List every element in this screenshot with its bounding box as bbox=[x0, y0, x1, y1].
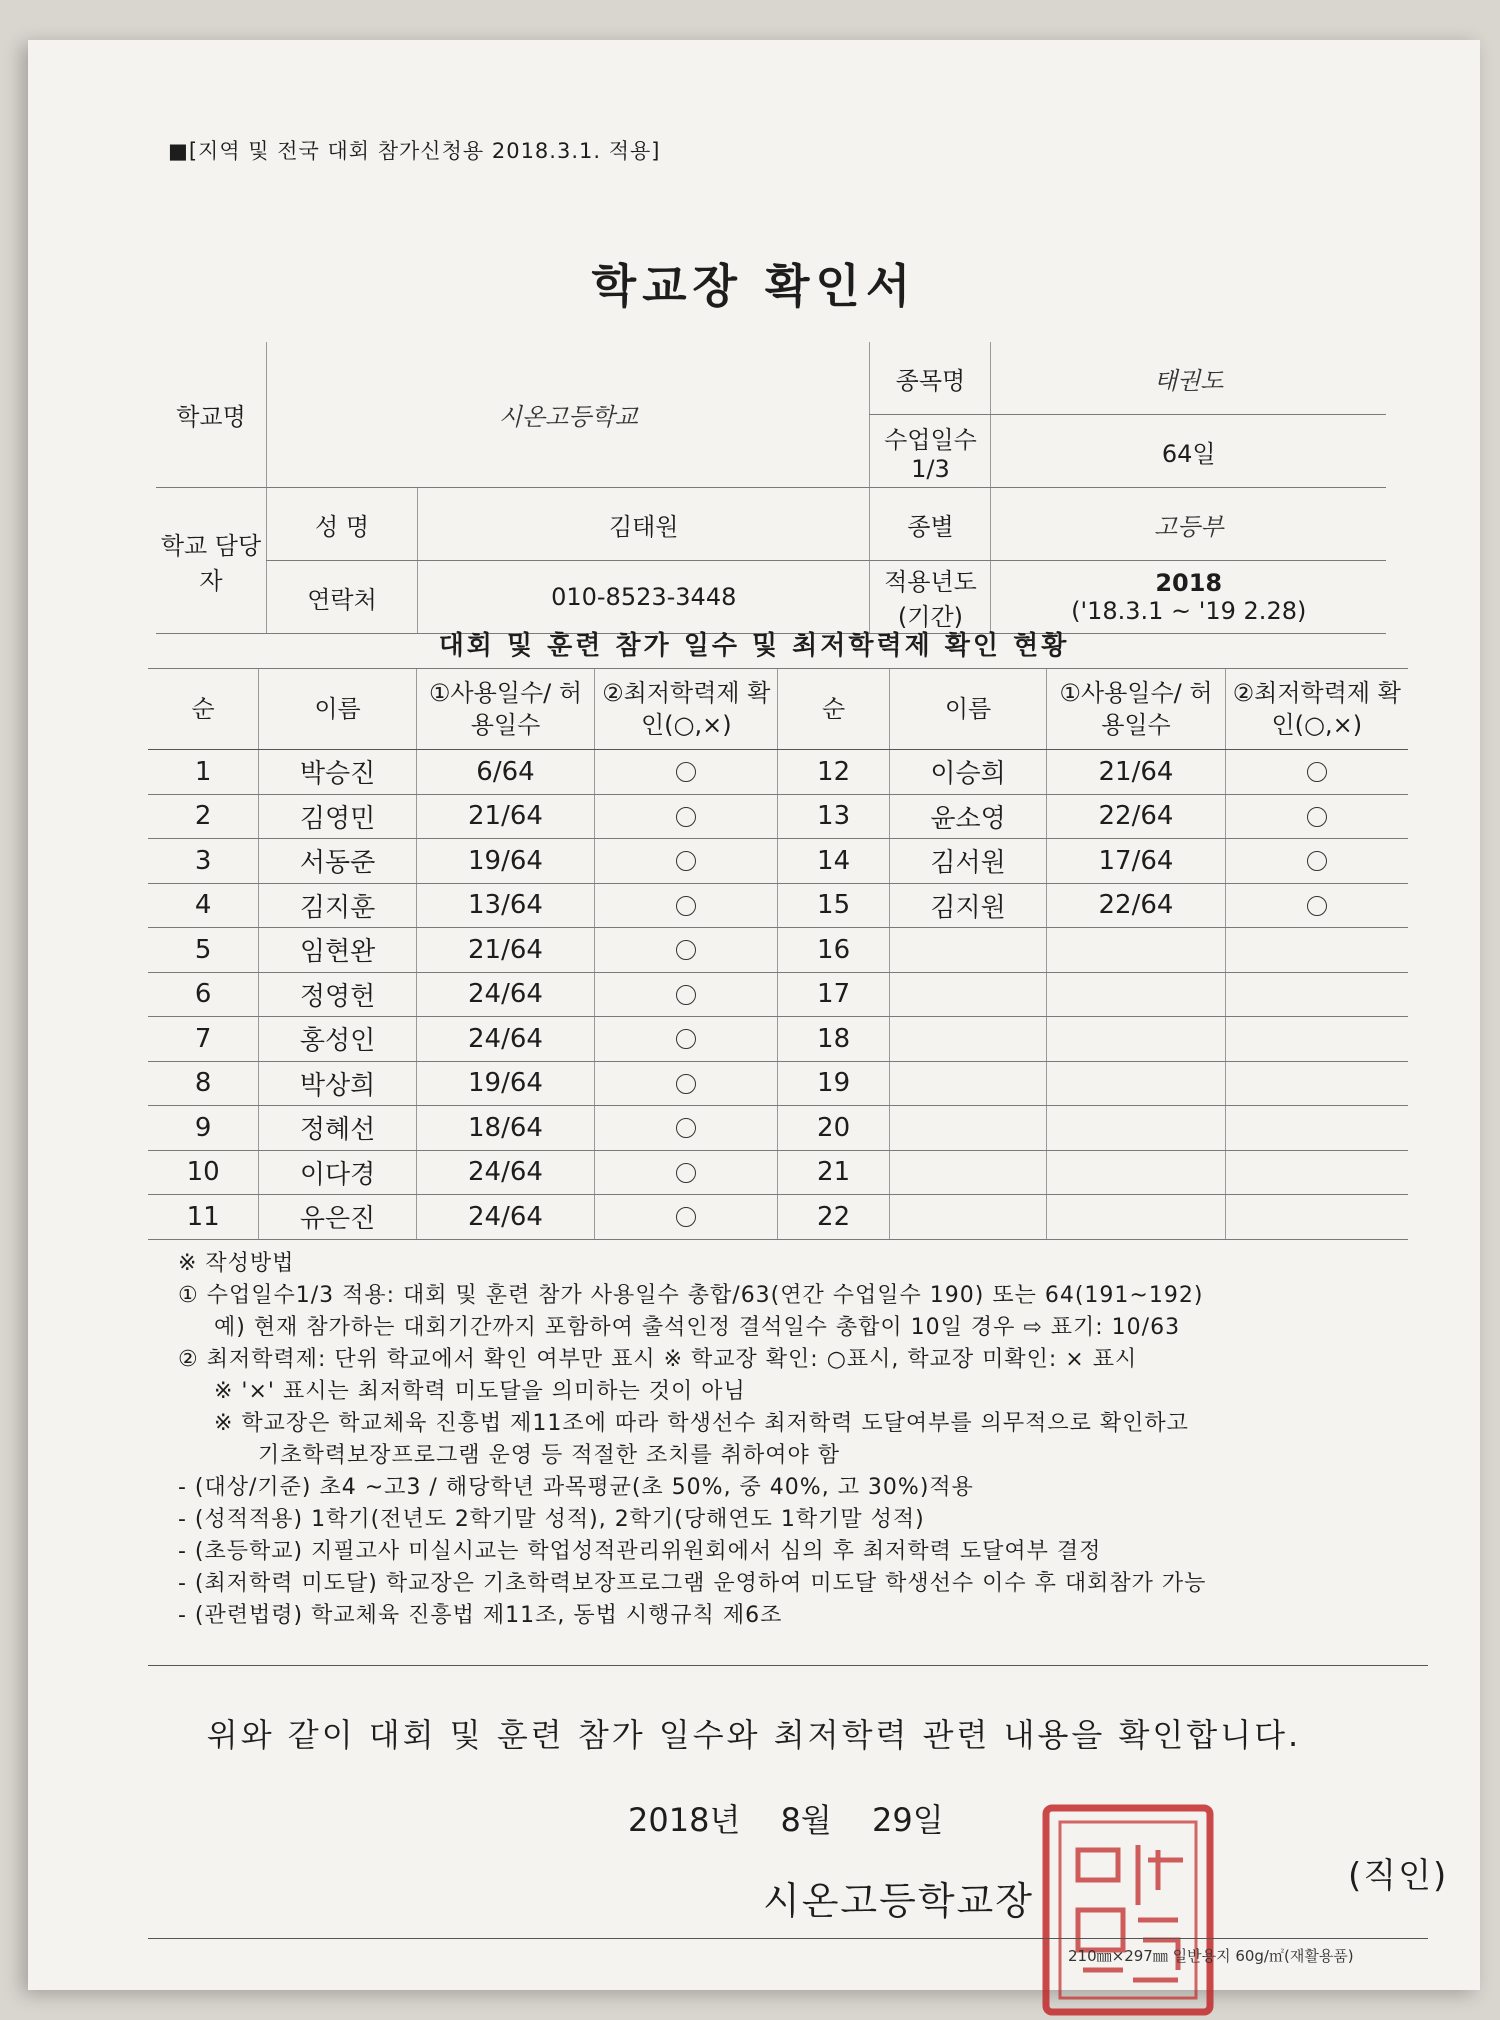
cell-no: 18 bbox=[778, 1017, 889, 1062]
table-row bbox=[148, 972, 1408, 1017]
cell-name bbox=[889, 928, 1047, 973]
header-note: ■[지역 및 전국 대회 참가신청용 2018.3.1. 적용] bbox=[168, 139, 661, 163]
cell-no: 7 bbox=[148, 1017, 259, 1062]
cell-days: 22/64 bbox=[1047, 794, 1225, 839]
cell-no: 15 bbox=[778, 883, 889, 928]
circle-check-icon bbox=[676, 1074, 696, 1094]
official-seal-icon bbox=[1038, 1800, 1218, 2020]
circle-check-icon bbox=[1307, 851, 1327, 871]
cell-no: 5 bbox=[148, 928, 259, 973]
cell-no: 11 bbox=[148, 1195, 259, 1240]
date-year: 2018년 bbox=[628, 1801, 741, 1839]
cell-name bbox=[889, 1017, 1047, 1062]
instructions bbox=[178, 1248, 1448, 1632]
cell-check bbox=[595, 1195, 778, 1240]
note-line: 기초학력보장프로그램 운영 등 적절한 조치를 취하여야 함 bbox=[258, 1443, 841, 1468]
footer-line bbox=[148, 1938, 1428, 1939]
header-no: 순 bbox=[778, 669, 889, 750]
cell-no: 14 bbox=[778, 839, 889, 884]
circle-check-icon bbox=[676, 762, 696, 782]
event-label: 종목명 bbox=[870, 342, 991, 415]
table-row bbox=[148, 839, 1408, 884]
note-heading: ※ 작성방법 bbox=[178, 1251, 295, 1276]
cell-check bbox=[1225, 883, 1408, 928]
year-value-cell bbox=[991, 561, 1386, 634]
cell-check bbox=[1225, 928, 1408, 973]
table-row bbox=[148, 1061, 1408, 1106]
year-value: 2018 bbox=[1155, 569, 1223, 597]
cell-no: 21 bbox=[778, 1150, 889, 1195]
cell-no: 8 bbox=[148, 1061, 259, 1106]
contact-label: 연락처 bbox=[267, 561, 418, 634]
circle-check-icon bbox=[1307, 807, 1327, 827]
cell-name: 김영민 bbox=[259, 794, 417, 839]
cell-days: 24/64 bbox=[416, 1150, 594, 1195]
table-row bbox=[148, 1150, 1408, 1195]
cell-check bbox=[1225, 1195, 1408, 1240]
cell-days bbox=[1047, 972, 1225, 1017]
confirmation-text: 위와 같이 대회 및 훈련 참가 일수와 최저학력 관련 내용을 확인합니다. bbox=[206, 1716, 1302, 1754]
circle-check-icon bbox=[676, 1163, 696, 1183]
cell-no: 22 bbox=[778, 1195, 889, 1240]
days-label: 수업일수 1/3 bbox=[870, 415, 991, 488]
cell-name bbox=[889, 1106, 1047, 1151]
event-value: 태권도 bbox=[991, 342, 1386, 415]
cell-no: 12 bbox=[778, 750, 889, 795]
cell-name: 유은진 bbox=[259, 1195, 417, 1240]
header-no: 순 bbox=[148, 669, 259, 750]
paper-spec: 210㎜×297㎜ 일반용지 60g/㎡(재활용품) bbox=[1068, 1947, 1354, 1965]
cell-days: 21/64 bbox=[416, 794, 594, 839]
cell-days: 13/64 bbox=[416, 883, 594, 928]
name-value: 김태원 bbox=[418, 488, 870, 561]
cell-name: 김지훈 bbox=[259, 883, 417, 928]
cell-no: 16 bbox=[778, 928, 889, 973]
cell-name: 정영헌 bbox=[259, 972, 417, 1017]
issue-date bbox=[628, 1795, 944, 1841]
days-value: 64일 bbox=[991, 415, 1386, 488]
cell-days bbox=[1047, 1195, 1225, 1240]
manager-label: 학교 담당자 bbox=[156, 488, 267, 634]
circle-check-icon bbox=[1307, 896, 1327, 916]
cell-days: 21/64 bbox=[1047, 750, 1225, 795]
table-row bbox=[148, 1195, 1408, 1240]
cell-days: 21/64 bbox=[416, 928, 594, 973]
cell-no: 1 bbox=[148, 750, 259, 795]
cell-name: 이승희 bbox=[889, 750, 1047, 795]
school-label: 학교명 bbox=[156, 342, 267, 488]
cell-no: 3 bbox=[148, 839, 259, 884]
signer-name: 시온고등학교장 bbox=[763, 1879, 1034, 1923]
cell-days: 22/64 bbox=[1047, 883, 1225, 928]
year-label-cell bbox=[870, 561, 991, 634]
cell-no: 9 bbox=[148, 1106, 259, 1151]
cell-name bbox=[889, 1195, 1047, 1240]
stamp-label: (직인) bbox=[1348, 1856, 1449, 1896]
cell-name: 임현완 bbox=[259, 928, 417, 973]
circle-check-icon bbox=[676, 1118, 696, 1138]
date-month: 8월 bbox=[780, 1801, 832, 1839]
cell-name bbox=[889, 1150, 1047, 1195]
cell-check bbox=[1225, 750, 1408, 795]
info-table bbox=[156, 342, 1386, 634]
note-line: - (초등학교) 지필고사 미실시교는 학업성적관리위원회에서 심의 후 최저학력 도달여부 결정 bbox=[178, 1539, 1102, 1564]
circle-check-icon bbox=[676, 1207, 696, 1227]
cell-no: 2 bbox=[148, 794, 259, 839]
cell-check bbox=[595, 1150, 778, 1195]
year-label: 적용년도 bbox=[884, 568, 977, 596]
cell-check bbox=[595, 750, 778, 795]
header-check: ②최저학력제 확인(○,×) bbox=[595, 669, 778, 750]
cell-check bbox=[595, 972, 778, 1017]
header-name: 이름 bbox=[259, 669, 417, 750]
document-title: 학교장 확인서 bbox=[591, 259, 917, 313]
cell-name: 홍성인 bbox=[259, 1017, 417, 1062]
cell-name: 서동준 bbox=[259, 839, 417, 884]
cell-check bbox=[1225, 1017, 1408, 1062]
roster-body bbox=[148, 750, 1408, 1240]
circle-check-icon bbox=[676, 985, 696, 1005]
header-days: ①사용일수/ 허용일수 bbox=[1047, 669, 1225, 750]
school-value: 시온고등학교 bbox=[267, 342, 870, 488]
note-line: ※ 학교장은 학교체육 진흥법 제11조에 따라 학생선수 최저학력 도달여부를 의무적으로 확인하고 bbox=[214, 1411, 1189, 1436]
circle-check-icon bbox=[676, 851, 696, 871]
table-row bbox=[148, 1017, 1408, 1062]
cell-days: 24/64 bbox=[416, 1017, 594, 1062]
cell-name: 정혜선 bbox=[259, 1106, 417, 1151]
cell-days bbox=[1047, 1017, 1225, 1062]
cell-days: 19/64 bbox=[416, 839, 594, 884]
cell-name: 박상희 bbox=[259, 1061, 417, 1106]
cell-check bbox=[595, 794, 778, 839]
cell-check bbox=[595, 1017, 778, 1062]
cell-days: 24/64 bbox=[416, 1195, 594, 1240]
cell-check bbox=[595, 1061, 778, 1106]
period-label: (기간) bbox=[897, 603, 963, 631]
table-row bbox=[148, 750, 1408, 795]
table-row bbox=[148, 1106, 1408, 1151]
circle-check-icon bbox=[676, 807, 696, 827]
note-line: - (최저학력 미도달) 학교장은 기초학력보장프로그램 운영하여 미도달 학생선수 이수 후 대회참가 가능 bbox=[178, 1571, 1207, 1596]
cell-days: 19/64 bbox=[416, 1061, 594, 1106]
cell-no: 17 bbox=[778, 972, 889, 1017]
cell-name: 박승진 bbox=[259, 750, 417, 795]
cell-no: 4 bbox=[148, 883, 259, 928]
division-label: 종별 bbox=[870, 488, 991, 561]
circle-check-icon bbox=[676, 1029, 696, 1049]
document-page bbox=[28, 40, 1480, 1990]
division-value: 고등부 bbox=[991, 488, 1386, 561]
cell-check bbox=[595, 839, 778, 884]
note-line: ※ '×' 표시는 최저학력 미도달을 의미하는 것이 아님 bbox=[214, 1379, 746, 1404]
header-days: ①사용일수/ 허용일수 bbox=[416, 669, 594, 750]
divider-line bbox=[148, 1665, 1428, 1666]
circle-check-icon bbox=[1307, 762, 1327, 782]
cell-days: 24/64 bbox=[416, 972, 594, 1017]
period-value: ('18.3.1 ~ '19 2.28) bbox=[1071, 597, 1307, 625]
note-line: - (대상/기준) 초4 ~고3 / 해당학년 과목평균(초 50%, 중 40%, 고 30%)적용 bbox=[178, 1475, 974, 1500]
circle-check-icon bbox=[676, 896, 696, 916]
note-line: ① 수업일수1/3 적용: 대회 및 훈련 참가 사용일수 총합/63(연간 수업일수 190) 또는 64(191~192) bbox=[178, 1283, 1204, 1308]
cell-check bbox=[1225, 839, 1408, 884]
cell-name: 윤소영 bbox=[889, 794, 1047, 839]
cell-days bbox=[1047, 1061, 1225, 1106]
header-check: ②최저학력제 확인(○,×) bbox=[1225, 669, 1408, 750]
date-day: 29일 bbox=[871, 1801, 944, 1839]
cell-name: 이다경 bbox=[259, 1150, 417, 1195]
cell-days: 17/64 bbox=[1047, 839, 1225, 884]
name-label: 성 명 bbox=[267, 488, 418, 561]
note-line: - (관련법령) 학교체육 진흥법 제11조, 동법 시행규칙 제6조 bbox=[178, 1603, 783, 1628]
cell-days bbox=[1047, 1150, 1225, 1195]
cell-check bbox=[1225, 794, 1408, 839]
cell-check bbox=[1225, 1150, 1408, 1195]
cell-check bbox=[595, 1106, 778, 1151]
cell-check bbox=[595, 883, 778, 928]
cell-check bbox=[1225, 1106, 1408, 1151]
cell-days bbox=[1047, 1106, 1225, 1151]
circle-check-icon bbox=[676, 940, 696, 960]
cell-name: 김서원 bbox=[889, 839, 1047, 884]
table-row bbox=[148, 794, 1408, 839]
cell-days: 18/64 bbox=[416, 1106, 594, 1151]
note-line: - (성적적용) 1학기(전년도 2학기말 성적), 2학기(당해연도 1학기말 성적) bbox=[178, 1507, 925, 1532]
table-row bbox=[148, 928, 1408, 973]
section-title: 대회 및 훈련 참가 일수 및 최저학력제 확인 현황 bbox=[438, 631, 1070, 661]
cell-no: 10 bbox=[148, 1150, 259, 1195]
header-name: 이름 bbox=[889, 669, 1047, 750]
note-line: ② 최저학력제: 단위 학교에서 확인 여부만 표시 ※ 학교장 확인: ○표시, 학교장 미확인: × 표시 bbox=[178, 1347, 1138, 1372]
cell-days: 6/64 bbox=[416, 750, 594, 795]
cell-check bbox=[1225, 972, 1408, 1017]
cell-name bbox=[889, 972, 1047, 1017]
cell-no: 20 bbox=[778, 1106, 889, 1151]
roster-table bbox=[148, 668, 1408, 1240]
contact-value: 010-8523-3448 bbox=[418, 561, 870, 634]
cell-check bbox=[595, 928, 778, 973]
cell-days bbox=[1047, 928, 1225, 973]
cell-name bbox=[889, 1061, 1047, 1106]
cell-check bbox=[1225, 1061, 1408, 1106]
cell-no: 13 bbox=[778, 794, 889, 839]
cell-no: 6 bbox=[148, 972, 259, 1017]
note-line: 예) 현재 참가하는 대회기간까지 포함하여 출석인정 결석일수 총합이 10일 경우 ⇨ 표기: 10/63 bbox=[214, 1315, 1181, 1340]
cell-no: 19 bbox=[778, 1061, 889, 1106]
table-row bbox=[148, 883, 1408, 928]
cell-name: 김지원 bbox=[889, 883, 1047, 928]
